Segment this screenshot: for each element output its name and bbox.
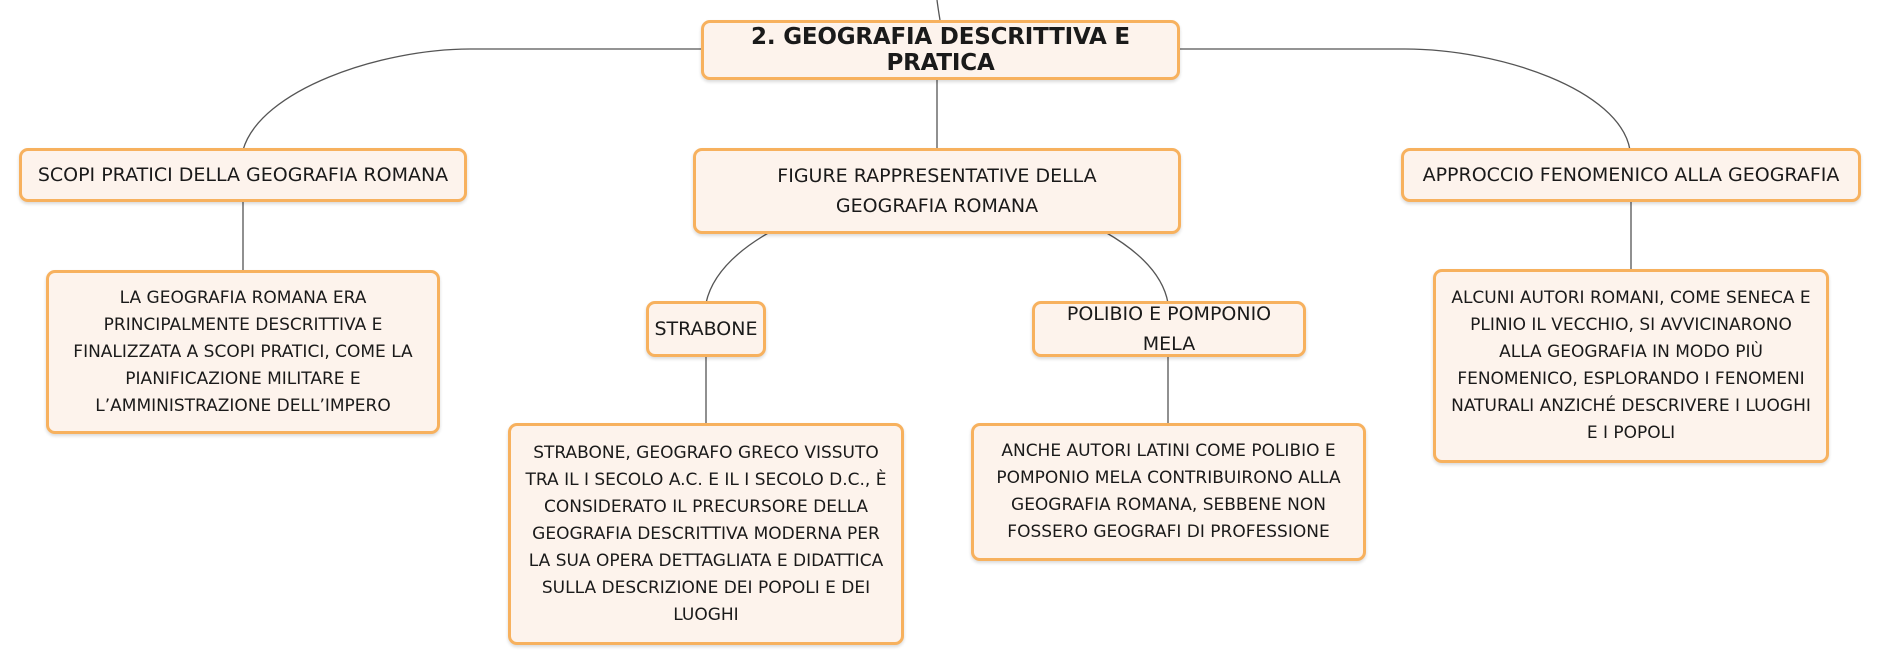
- connector-root-practical: [243, 49, 702, 150]
- topic-practical-purposes[interactable]: [19, 148, 467, 202]
- root-label: 2. GEOGRAFIA DESCRITTIVA E PRATICA: [751, 24, 1130, 76]
- topic-phenomenal-approach[interactable]: [1401, 148, 1861, 202]
- subtopic-polibio-pomponio[interactable]: [1032, 301, 1306, 357]
- subtopic-strabone-label: STRABONE: [654, 318, 758, 340]
- connector-figures-polibio: [1105, 232, 1168, 303]
- detail-strabone-text: STRABONE, GEOGRAFO GRECO VISSUTO TRA IL I SECOLO A.C. E IL I SECOLO D.C., È CONSIDERATO IL PRECURSORE DELLA GEOGRAFIA DESCRITTIVA MODERNA PER LA SUA OPERA DETTAGLIATA E DIDATTICA SULLA DESCRIZIONE DEI POPOLI E DEI LUOGHI: [525, 442, 887, 625]
- topic-representative-figures[interactable]: [693, 148, 1181, 234]
- root-node[interactable]: [701, 20, 1180, 80]
- connector-figures-strabone: [706, 232, 770, 303]
- subtopic-polibio-label: POLIBIO E POMPONIO MELA: [1066, 303, 1272, 355]
- detail-polibio-pomponio[interactable]: [971, 423, 1366, 561]
- topic-figures-label: FIGURE RAPPRESENTATIVE DELLA GEOGRAFIA ROMANA: [777, 165, 1097, 217]
- subtopic-strabone[interactable]: [646, 301, 766, 357]
- topic-practical-label: SCOPI PRATICI DELLA GEOGRAFIA ROMANA: [37, 164, 449, 186]
- detail-strabone[interactable]: [508, 423, 904, 645]
- detail-polibio-text: ANCHE AUTORI LATINI COME POLIBIO E POMPONIO MELA CONTRIBUIRONO ALLA GEOGRAFIA ROMANA, SEBBENE NON FOSSERO GEOGRAFI DI PROFESSIONE: [996, 441, 1341, 542]
- detail-practical-purposes[interactable]: [46, 270, 440, 434]
- topic-phenomenal-label: APPROCCIO FENOMENICO ALLA GEOGRAFIA: [1422, 164, 1840, 186]
- connector-root-phenomenal: [1180, 49, 1630, 150]
- detail-phenomenal-approach[interactable]: [1433, 269, 1829, 463]
- connector-parent-root: [937, 0, 940, 20]
- detail-practical-text: LA GEOGRAFIA ROMANA ERA PRINCIPALMENTE DESCRITTIVA E FINALIZZATA A SCOPI PRATICI, COME LA PIANIFICAZIONE MILITARE E L’AMMINISTRAZIONE DELL’IMPERO: [73, 287, 413, 416]
- detail-phenomenal-text: ALCUNI AUTORI ROMANI, COME SENECA E PLINIO IL VECCHIO, SI AVVICINARONO ALLA GEOGRAFIA IN MODO PIÙ FENOMENICO, ESPLORANDO I FENOMENI NATURALI ANZICHÉ DESCRIVERE I LUOGHI E I POPOLI: [1451, 288, 1811, 443]
